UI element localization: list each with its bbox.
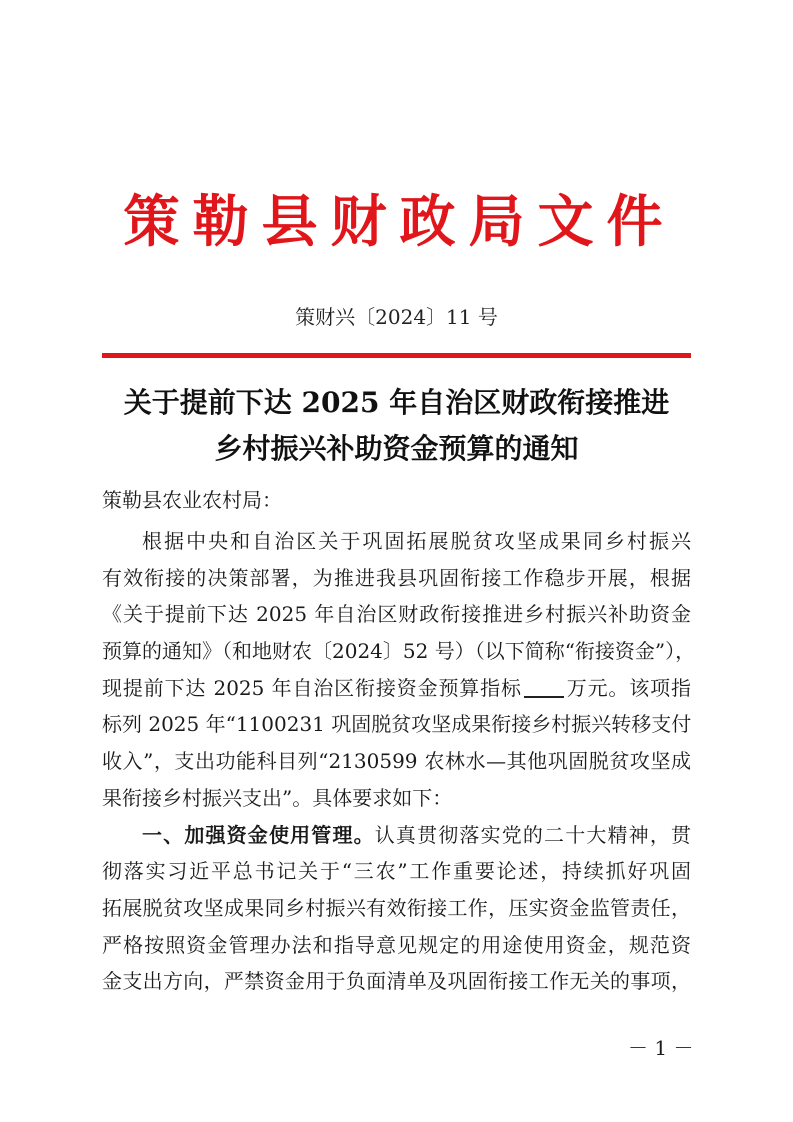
body-line: 彻落实习近平总书记关于“三农”工作重要论述，持续抓好巩固 [102,859,691,884]
body-line-text: 现提前下达 2025 年自治区衔接资金预算指标 [102,675,522,700]
body-line-text: 认真贯彻落实党的二十大精神，贯 [374,822,692,847]
body-line: 拓展脱贫攻坚成果同乡村振兴有效衔接工作，压实资金监管责任， [102,895,691,920]
body-line: 金支出方向，严禁资金用于负面清单及巩固衔接工作无关的事项， [102,969,691,994]
body-line: 果衔接乡村振兴支出”。具体要求如下： [102,785,453,810]
document-title-line-2: 乡村振兴补助资金预算的通知 [214,432,579,465]
document-number: 策财兴〔2024〕11 号 [295,305,498,329]
body-line-text: 万元。该项指 [565,675,691,700]
body-line: 收入”，支出功能科目列“2130599 农林水—其他巩固脱贫攻坚成 [102,749,691,774]
body-line: 《关于提前下达 2025 年自治区财政衔接推进乡村振兴补助资金 [102,602,691,627]
body-line: 有效衔接的决策部署，为推进我县巩固衔接工作稳步开展，根据 [102,565,691,590]
document-title-line-1: 关于提前下达 2025 年自治区财政衔接推进 [123,386,670,419]
issuing-authority-header: 策勒县财政局文件 [123,190,676,255]
body-line: 根据中央和自治区关于巩固拓展脱贫攻坚成果同乡村振兴 [142,529,691,553]
recipient-salutation: 策勒县农业农村局： [102,488,282,512]
body-line: 预算的通知》（和地财农〔2024〕52 号）（以下简称“衔接资金”）， [102,639,696,664]
red-separator-line [102,353,691,358]
page-number: － 1 － [628,1036,694,1060]
body-line: 严格按照资金管理办法和指导意见规定的用途使用资金，规范资 [102,932,691,957]
amount-blank-field [524,676,564,698]
section-heading-inline: 一、加强资金使用管理。 [142,822,375,847]
document-title [0,380,793,472]
body-line [102,817,691,854]
body-line: 标列 2025 年“1100231 巩固脱贫攻坚成果衔接乡村振兴转移支付 [102,712,692,737]
document-body [102,523,696,1000]
body-line [102,670,691,707]
